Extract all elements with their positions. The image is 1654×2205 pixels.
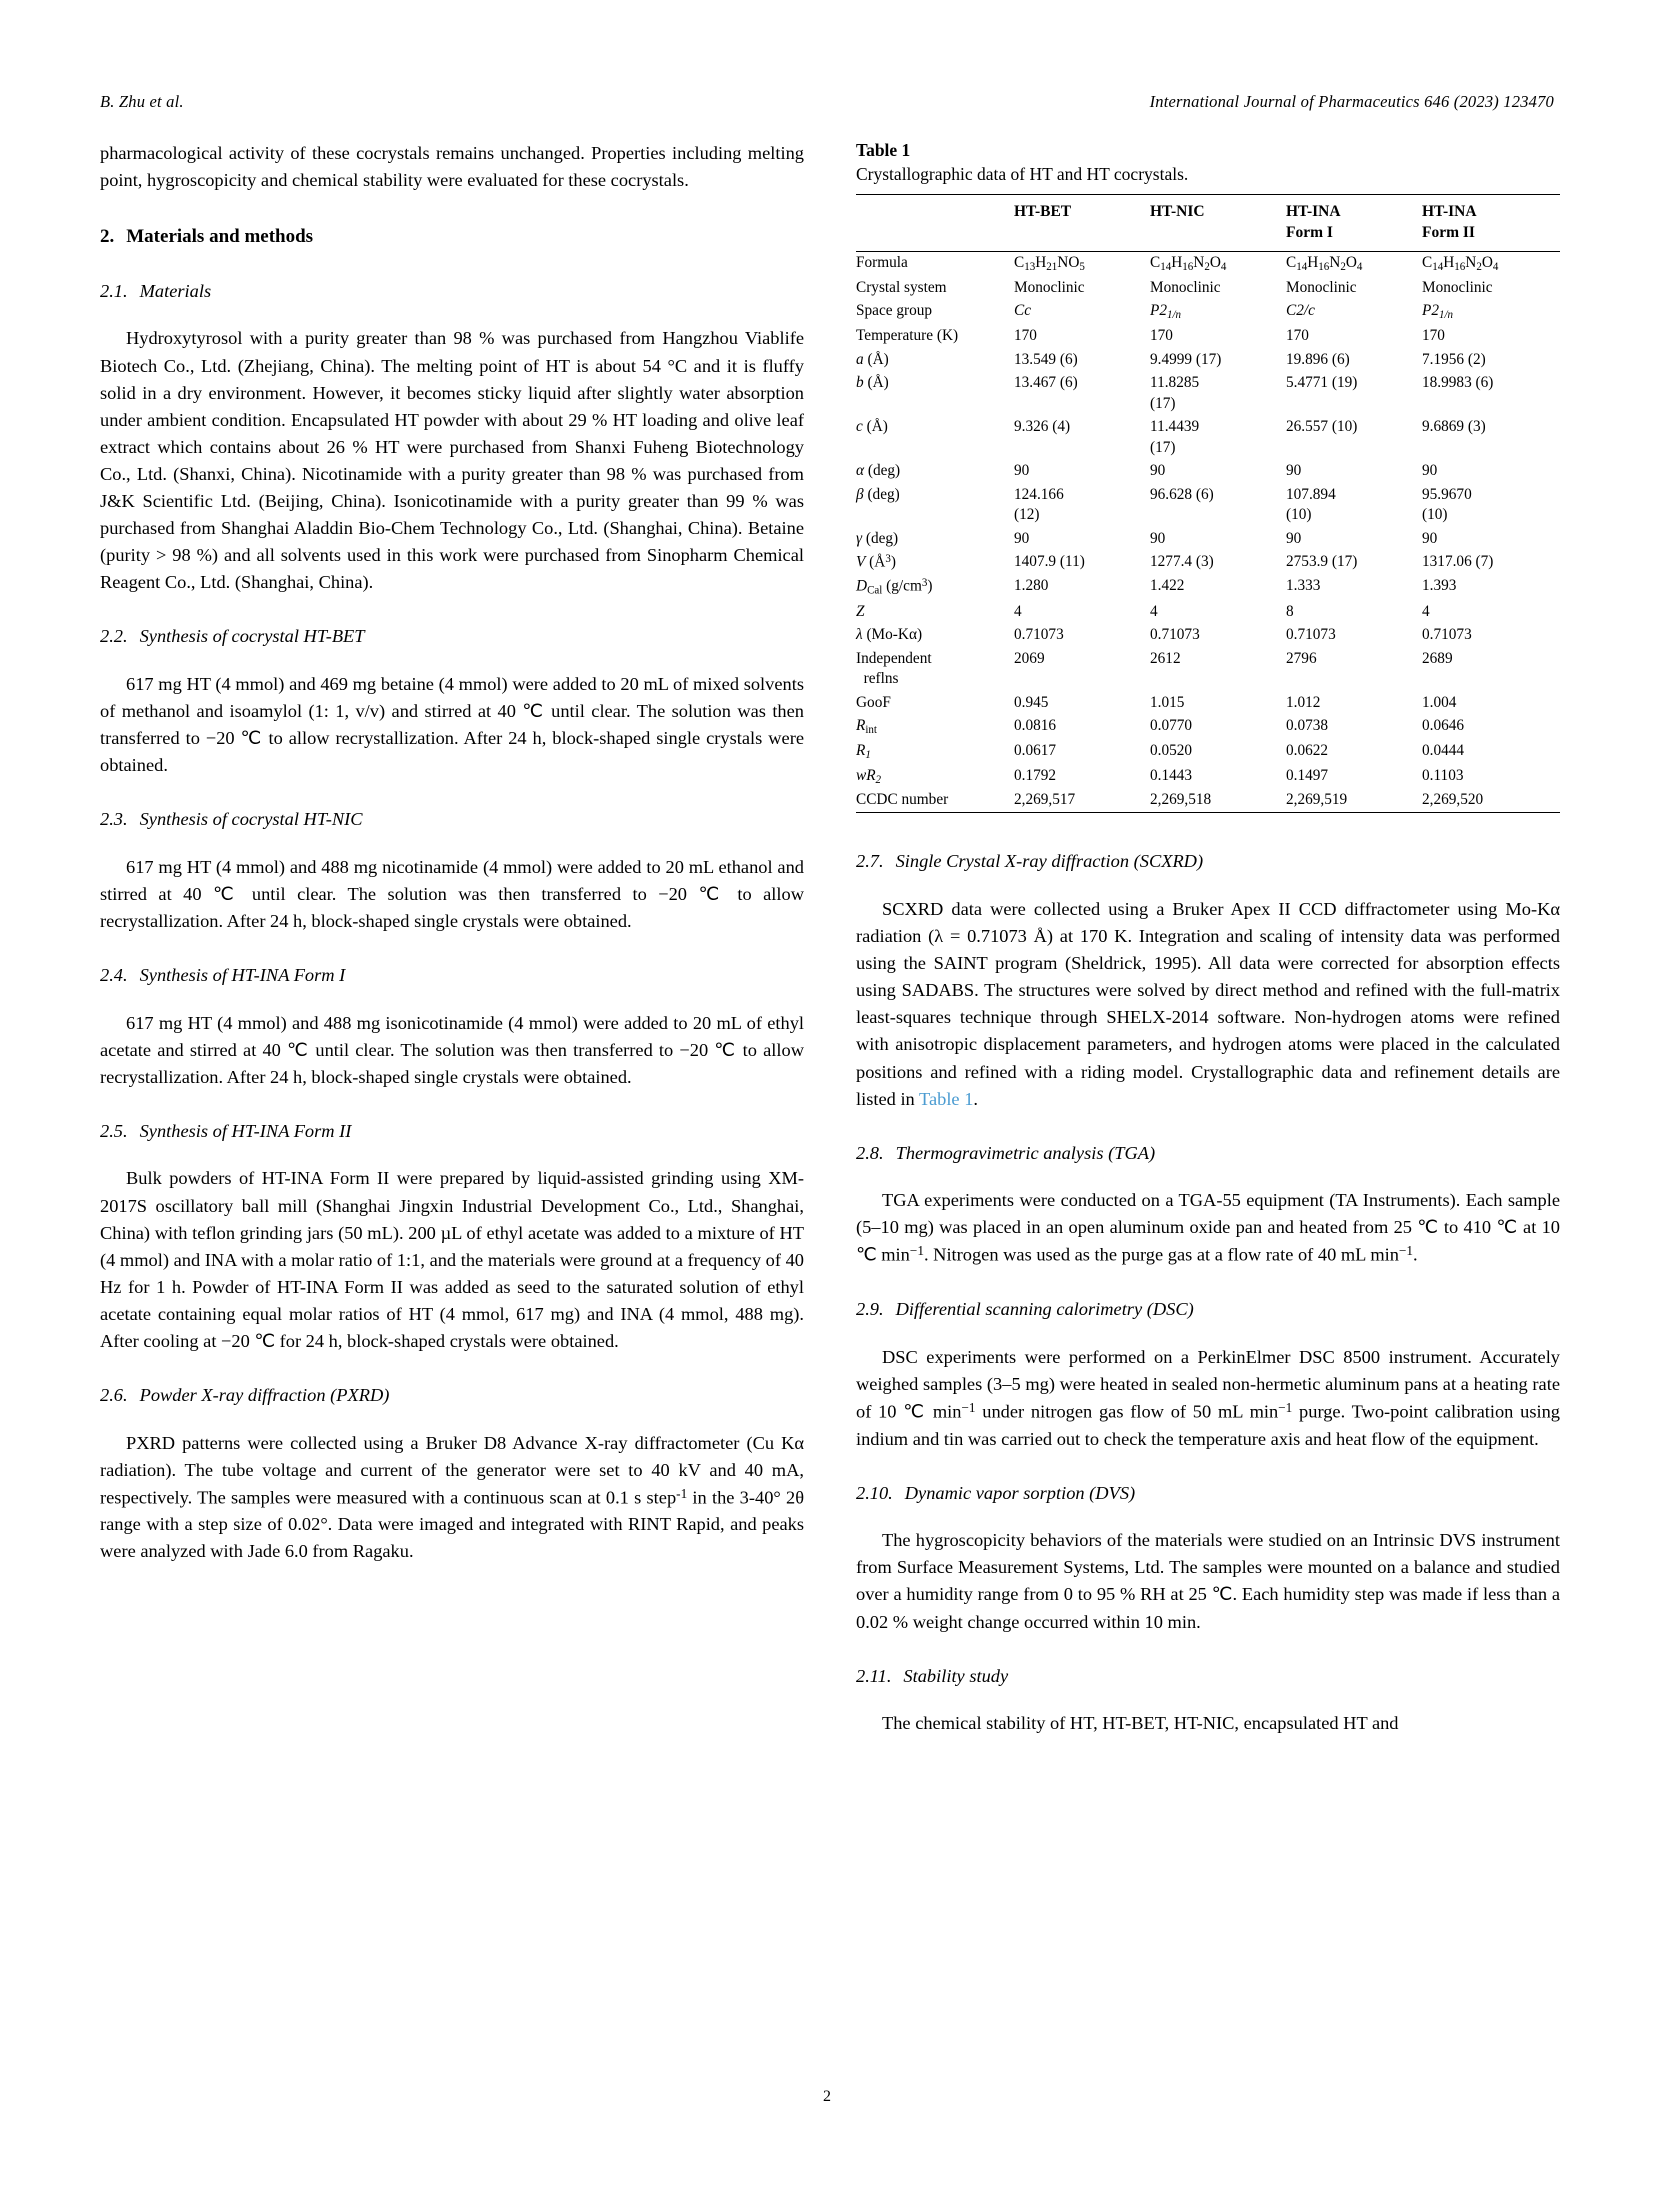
row-cell: 170 — [1286, 327, 1309, 345]
row-label: c (Å) — [856, 418, 888, 436]
table-row — [856, 483, 1560, 527]
table-col-head-2: HT-NIC — [1150, 203, 1205, 220]
subsection-heading-2-7 — [856, 849, 1560, 875]
paragraph-2-3: 617 mg HT (4 mmol) and 488 mg nicotinamide (4 mmol) were added to 20 mL ethanol and stirred at 40 ℃ until clear. The solution was then transferred to −20 ℃ to allow recrystallization. After 24 h, block-shaped single crystals were obtained. — [100, 856, 804, 931]
subsection-heading-2-5 — [100, 1119, 804, 1145]
row-label: Crystal system — [856, 278, 947, 296]
table-col-head-4: HT-INA Form II — [1422, 203, 1477, 241]
row-cell: 0.0617 — [1014, 741, 1057, 759]
table-body — [856, 251, 1560, 813]
table-row — [856, 372, 1560, 416]
table-1-block — [856, 140, 1560, 813]
running-head-authors: B. Zhu et al. — [100, 92, 184, 111]
table-header-row — [856, 195, 1560, 252]
left-column — [100, 140, 804, 1737]
paragraph-2-7-part2: . — [973, 1088, 978, 1109]
table-col-head-3: HT-INA Form I — [1286, 203, 1341, 241]
row-cell: 2753.9 (17) — [1286, 553, 1358, 571]
paragraph-2-8-part2: . Nitrogen was used as the purge gas at a flow rate of 40 mL min — [923, 1245, 1399, 1266]
row-cell: 95.9670 (10) — [1422, 485, 1472, 524]
row-cell: 4 — [1150, 602, 1158, 620]
paragraph-2-8-part3: . — [1413, 1245, 1418, 1266]
subsection-title: Stability study — [903, 1665, 1009, 1686]
row-cell: 2689 — [1422, 649, 1453, 667]
subsection-number: 2.6. — [100, 1384, 128, 1405]
row-cell: 1.333 — [1286, 577, 1321, 595]
row-label: Z — [856, 602, 865, 620]
table-row — [856, 348, 1560, 371]
row-cell: $C_{14}H_{16}N_2O_4$ — [1422, 254, 1499, 274]
running-head — [100, 92, 1554, 112]
row-cell: Monoclinic — [1286, 278, 1357, 296]
row-cell: 90 — [1150, 529, 1166, 547]
subsection-heading-2-6 — [100, 1383, 804, 1409]
table-label: Table 1 — [856, 140, 911, 160]
row-cell: 5.4771 (19) — [1286, 374, 1358, 392]
row-cell: 90 — [1422, 529, 1438, 547]
table-row — [856, 624, 1560, 647]
table-row — [856, 527, 1560, 550]
subsection-title: Differential scanning calorimetry (DSC) — [895, 1299, 1194, 1320]
row-cell: 0.1792 — [1014, 766, 1057, 784]
section-number: 2. — [100, 226, 115, 248]
table-row — [856, 416, 1560, 460]
row-cell: $C_{14}H_{16}N_2O_4$ — [1286, 254, 1363, 274]
subsection-heading-2-2 — [100, 624, 804, 650]
subsection-title: Single Crystal X-ray diffraction (SCXRD) — [895, 851, 1204, 872]
table-row — [856, 764, 1560, 789]
subsection-heading-2-8 — [856, 1141, 1560, 1167]
row-cell: 0.0622 — [1286, 741, 1329, 759]
subsection-title: Synthesis of HT-INA Form I — [139, 964, 346, 985]
row-cell: 90 — [1286, 529, 1302, 547]
row-label: $R_{int}$ — [856, 717, 877, 737]
paragraph-2-8-exponent-2: −1 — [1398, 1243, 1414, 1259]
table-row — [856, 575, 1560, 600]
paragraph-2-4: 617 mg HT (4 mmol) and 488 mg isonicotinamide (4 mmol) were added to 20 mL of ethyl acetate and stirred at 40 ℃ until clear. The solution was then transferred to −20 ℃ to allow recrystallization. After 24 h, block-shaped single crystals were obtained. — [100, 1012, 804, 1087]
paragraph-2-8 — [856, 1187, 1560, 1269]
paragraph-2-5: Bulk powders of HT-INA Form II were prepared by liquid-assisted grinding using XM-2017S oscillatory ball mill (Shanghai Jingxin Industrial Development Co., Ltd., Shanghai, China) with teflon grinding jars (50 mL). 200 µL of ethyl acetate was added to a mixture of HT (4 mmol) and INA with a molar ratio of 1:1, and the materials were ground at a frequency of 40 Hz for 1 h. Powder of HT-INA Form II was added as seed to the saturated solution of ethyl acetate containing equal molar ratios of HT (4 mmol, 617 mg) and INA (4 mmol, 488 mg). After cooling at −20 ℃ for 24 h, block-shaped crystals were obtained. — [100, 1168, 804, 1351]
row-cell: 90 — [1014, 529, 1030, 547]
paragraph-2-9 — [856, 1344, 1560, 1453]
row-cell: 2,269,518 — [1150, 791, 1212, 809]
subsection-number: 2.5. — [100, 1120, 128, 1141]
page-number: 2 — [823, 2088, 831, 2105]
paragraph-2-9-exponent-2: −1 — [1278, 1399, 1293, 1415]
row-cell: $P2_{1/n}$ — [1150, 302, 1182, 322]
row-cell: 107.894 (10) — [1286, 485, 1336, 524]
paragraph-2-8-exponent-1: −1 — [909, 1243, 924, 1259]
row-label: $wR_2$ — [856, 766, 882, 786]
row-cell: 1317.06 (7) — [1422, 553, 1494, 571]
row-cell: Cc — [1014, 302, 1031, 320]
row-label: b (Å) — [856, 374, 889, 392]
row-label: GooF — [856, 693, 891, 711]
row-cell: Monoclinic — [1014, 278, 1085, 296]
row-cell: 1.422 — [1150, 577, 1185, 595]
row-cell: 0.71073 — [1286, 626, 1336, 644]
row-cell: 1407.9 (11) — [1014, 553, 1085, 571]
subsection-heading-2-9 — [856, 1297, 1560, 1323]
table-row — [856, 789, 1560, 813]
row-cell: 9.6869 (3) — [1422, 418, 1486, 436]
row-cell: 0.0520 — [1150, 741, 1193, 759]
row-cell: 13.549 (6) — [1014, 350, 1078, 368]
subsection-number: 2.7. — [856, 851, 884, 872]
row-cell: 1277.4 (3) — [1150, 553, 1214, 571]
paragraph-2-8-part1: TGA experiments were conducted on a TGA-55 equipment (TA Instruments). Each sample (5–10 mg) was placed in an open aluminum oxide pan and heated from 25 ℃ to 410 ℃ at 10 ℃ min — [856, 1190, 1560, 1266]
row-label: Independent reflns — [856, 649, 932, 688]
paragraph-2-2: 617 mg HT (4 mmol) and 469 mg betaine (4 mmol) were added to 20 mL of mixed solvents of methanol and isoamylol (1: 1, v/v) and stirred at 40 ℃ until clear. The solution was then transferred to −20 ℃ to allow recrystallization. After 24 h, block-shaped single crystals were obtained. — [100, 673, 804, 775]
row-cell: $C_{13}H_{21}NO_5$ — [1014, 254, 1085, 274]
row-cell: 2069 — [1014, 649, 1045, 667]
row-cell: 0.0444 — [1422, 741, 1465, 759]
row-cell: 170 — [1422, 327, 1445, 345]
row-cell: 90 — [1286, 462, 1302, 480]
row-label: Temperature (K) — [856, 327, 959, 345]
paragraph-2-7-part1: SCXRD data were collected using a Bruker Apex II CCD diffractometer using Mo-Kα radiation (λ = 0.71073 Å) at 170 K. Integration and scaling of intensity data was performed using the SAINT program (Sheldrick, 1995). All data were corrected for absorption effects using SADABS. The structures were solved by direct method and refined with the full-matrix least-squares technique through SHELX-2014 software. Non-hydrogen atoms were refined with anisotropic displacement parameters, and hydrogen atoms were placed in the calculated positions and refined with a riding model. Crystallographic data and refinement details are listed in — [856, 899, 1560, 1109]
two-column-body — [100, 140, 1560, 1737]
running-head-journal: International Journal of Pharmaceutics 646 (2023) 123470 — [1149, 92, 1554, 111]
table-row — [856, 300, 1560, 325]
row-label: λ (Mo-Kα) — [856, 626, 923, 644]
row-label: α (deg) — [856, 462, 901, 480]
row-cell: 2,269,519 — [1286, 791, 1348, 809]
row-cell: 4 — [1014, 602, 1022, 620]
subsection-number: 2.3. — [100, 808, 128, 829]
row-label: $D_{Cal}$ $(g/cm^3)$ — [856, 577, 933, 597]
row-cell: 170 — [1014, 327, 1037, 345]
paragraph-continued: pharmacological activity of these cocrystals remains unchanged. Properties including melting point, hygroscopicity and chemical stability were evaluated for these cocrystals. — [100, 143, 804, 191]
row-cell: 0.0738 — [1286, 717, 1329, 734]
subsection-heading-2-10 — [856, 1481, 1560, 1507]
paragraph-2-6-part1: PXRD patterns were collected using a Bruker D8 Advance X-ray diffractometer (Cu Kα radiation). The tube voltage and current of the generator were set to 40 kV and 40 mA, respectively. The samples were measured with a continuous scan at 0.1 s step — [100, 1432, 804, 1508]
table-row — [856, 276, 1560, 299]
row-cell: 4 — [1422, 602, 1430, 620]
right-column — [856, 140, 1560, 1737]
subsection-heading-2-4 — [100, 963, 804, 989]
subsection-number: 2.1. — [100, 280, 128, 301]
row-cell: Monoclinic — [1422, 278, 1493, 296]
row-label: β (deg) — [856, 485, 900, 503]
row-cell: 13.467 (6) — [1014, 374, 1078, 392]
table-row — [856, 715, 1560, 740]
paragraph-2-9-exponent-1: −1 — [961, 1399, 976, 1415]
row-label: V $(Å^3)$ — [856, 553, 896, 571]
subsection-title: Powder X-ray diffraction (PXRD) — [139, 1384, 390, 1405]
table-row — [856, 460, 1560, 483]
paragraph-2-6-exponent: -1 — [676, 1485, 688, 1501]
subsection-title: Thermogravimetric analysis (TGA) — [895, 1142, 1156, 1163]
row-cell: 26.557 (10) — [1286, 418, 1358, 436]
subsection-heading-2-11 — [856, 1664, 1560, 1690]
paragraph-2-9-part1: DSC experiments were performed on a PerkinElmer DSC 8500 instrument. Accurately weighed samples (3–5 mg) were heated in sealed non-hermetic aluminum pans at a heating rate of 10 ℃ min — [856, 1346, 1560, 1422]
row-cell: 0.1443 — [1150, 766, 1193, 784]
row-label: CCDC number — [856, 791, 949, 809]
table-caption: Crystallographic data of HT and HT cocrystals. — [856, 164, 1189, 184]
row-label: Space group — [856, 302, 933, 320]
row-cell: $P2_{1/n}$ — [1422, 302, 1454, 322]
subsection-number: 2.10. — [856, 1482, 893, 1503]
row-cell: 19.896 (6) — [1286, 350, 1350, 368]
table-row — [856, 325, 1560, 348]
crystallographic-data-table — [856, 194, 1560, 813]
row-cell: 1.012 — [1286, 693, 1321, 711]
row-cell: 0.71073 — [1150, 626, 1200, 644]
subsection-number: 2.4. — [100, 964, 128, 985]
subsection-number: 2.9. — [856, 1299, 884, 1320]
row-cell: 0.1497 — [1286, 766, 1329, 784]
row-cell: 1.393 — [1422, 577, 1457, 595]
table-row — [856, 647, 1560, 691]
row-cell: 1.004 — [1422, 693, 1457, 711]
row-label: $R_1$ — [856, 741, 871, 761]
row-cell: 0.0770 — [1150, 717, 1193, 734]
row-cell: 9.4999 (17) — [1150, 350, 1222, 368]
paragraph-2-6 — [100, 1430, 804, 1566]
table-row — [856, 600, 1560, 623]
section-title: Materials and methods — [126, 226, 314, 248]
row-cell: 11.8285 (17) — [1150, 374, 1200, 412]
row-cell: 2,269,517 — [1014, 791, 1076, 809]
table-row — [856, 739, 1560, 764]
table-col-head-0 — [856, 195, 1014, 252]
row-cell: 1.015 — [1150, 693, 1185, 711]
paragraph-2-11: The chemical stability of HT, HT-BET, HT-NIC, encapsulated HT and — [882, 1713, 1399, 1734]
subsection-title: Materials — [139, 280, 212, 301]
row-label: γ (deg) — [856, 529, 899, 547]
table-row — [856, 691, 1560, 714]
row-cell: 1.280 — [1014, 577, 1049, 595]
row-cell: Monoclinic — [1150, 278, 1221, 296]
subsection-title: Synthesis of HT-INA Form II — [139, 1120, 352, 1141]
row-cell: 124.166 (12) — [1014, 485, 1064, 524]
table-row — [856, 551, 1560, 575]
table-1-crossref-link[interactable]: Table 1 — [919, 1088, 974, 1109]
row-cell: 7.1956 (2) — [1422, 350, 1486, 368]
section-heading-materials-and-methods — [100, 224, 804, 251]
row-cell: 2612 — [1150, 649, 1181, 667]
subsection-title: Synthesis of cocrystal HT-BET — [139, 625, 365, 646]
subsection-title: Dynamic vapor sorption (DVS) — [904, 1482, 1136, 1503]
row-cell: 2796 — [1286, 649, 1317, 667]
paragraph-2-9-part2: under nitrogen gas flow of 50 mL min — [975, 1401, 1279, 1422]
paragraph-2-10: The hygroscopicity behaviors of the materials were studied on an Intrinsic DVS instrument from Surface Measurement Systems, Ltd. The samples were mounted on a balance and studied over a humidity range from 0 to 95 % RH at 25 ℃. Each humidity step was made if less than a 0.02 % weight change occurred within 10 min. — [856, 1530, 1560, 1632]
subsection-number: 2.8. — [856, 1142, 884, 1163]
row-label: a (Å) — [856, 350, 889, 368]
subsection-title: Synthesis of cocrystal HT-NIC — [139, 808, 363, 829]
paragraph-2-6-part2: in the 3-40° 2θ range with a step size of 0.02°. Data were imaged and integrated with RINT Rapid, and peaks were analyzed with Jade 6.0 from Ragaku. — [100, 1487, 804, 1562]
row-cell: 9.326 (4) — [1014, 418, 1071, 436]
row-cell: 0.1103 — [1422, 766, 1464, 784]
row-cell: 0.0646 — [1422, 717, 1465, 734]
table-col-head-1: HT-BET — [1014, 203, 1072, 220]
row-cell: $C_{14}H_{16}N_2O_4$ — [1150, 254, 1227, 274]
row-cell: 0.945 — [1014, 693, 1049, 711]
subsection-heading-2-1 — [100, 279, 804, 305]
row-cell: 0.71073 — [1014, 626, 1064, 644]
row-cell: 2,269,520 — [1422, 791, 1484, 809]
row-cell: 96.628 (6) — [1150, 485, 1214, 503]
row-cell: 0.0816 — [1014, 717, 1057, 734]
row-cell: 90 — [1014, 462, 1030, 480]
row-cell: 8 — [1286, 602, 1294, 620]
subsection-heading-2-3 — [100, 807, 804, 833]
table-row — [856, 251, 1560, 276]
row-cell: C2/c — [1286, 302, 1315, 320]
row-cell: 11.4439 (17) — [1150, 418, 1200, 456]
paragraph-2-1: Hydroxytyrosol with a purity greater than 98 % was purchased from Hangzhou Viablife Biotech Co., Ltd. (Zhejiang, China). The melting point of HT is about 54 °C and it is fluffy solid in a dry environment. However, it becomes sticky liquid after slightly water absorption under ambient condition. Encapsulated HT powder with about 29 % HT loading and olive leaf extract which contains about 26 % HT were purchased from Shanxi Fuheng Biotechnology Co., Ltd. (Shanxi, China). Nicotinamide with a purity greater than 98 % was purchased from J&K Scientific Ltd. (Beijing, China). Isonicotinamide with a purity greater than 99 % was purchased from Shanghai Aladdin Bio-Chem Technology Co., Ltd. (Shanghai, China). Betaine (purity > 98 %) and all solvents used in this work were purchased from Sinopharm Chemical Reagent Co., Ltd. (Shanghai, China). — [100, 328, 804, 592]
paragraph-2-7 — [856, 896, 1560, 1112]
row-cell: 90 — [1150, 462, 1166, 480]
row-cell: 170 — [1150, 327, 1173, 345]
row-label: Formula — [856, 254, 908, 272]
row-cell: 90 — [1422, 462, 1438, 480]
paragraph-2-9-part3: purge. Two-point calibration using indium and tin was carried out to check the temperature axis and heat flow of the equipment. — [856, 1401, 1560, 1449]
row-cell: 0.71073 — [1422, 626, 1472, 644]
row-cell: 18.9983 (6) — [1422, 374, 1494, 392]
subsection-number: 2.11. — [856, 1665, 892, 1686]
subsection-number: 2.2. — [100, 625, 128, 646]
